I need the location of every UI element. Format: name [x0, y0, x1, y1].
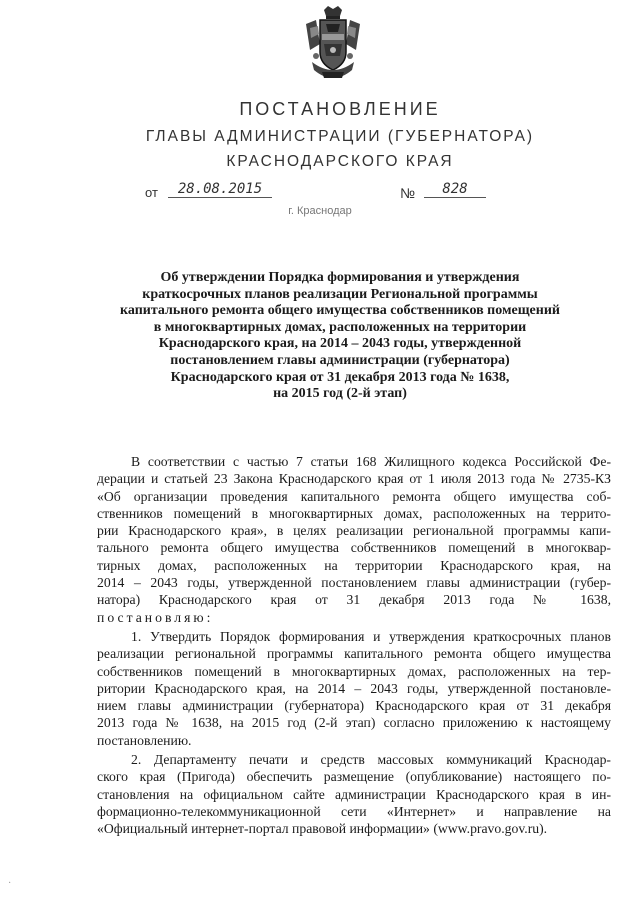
body-line: 2014 – 2043 годы, утвержденной постановлением главы администрации (губер-	[97, 575, 611, 591]
body-line: дерации и статьей 23 Закона Краснодарского края от 1 июля 2013 года № 2735-КЗ	[97, 471, 611, 487]
title-line: капитального ремонта общего имущества собственников помещений	[120, 303, 560, 319]
title-line: постановлением главы администрации (губернатора)	[170, 352, 510, 368]
body-line: «Об организации проведения капитального ремонта общего имущества соб-	[97, 488, 611, 504]
body-line: тирных домах, расположенных на территории Краснодарского края, на	[97, 557, 611, 573]
body-line: нием главы администрации (губернатора) Краснодарского края от 31 декабря	[97, 698, 611, 714]
issuing-authority-heading: ГЛАВЫ АДМИНИСТРАЦИИ (ГУБЕРНАТОРА)	[145, 128, 535, 145]
number-value: 828	[424, 181, 486, 198]
title-line: в многоквартирных домах, расположенных на территории	[153, 319, 527, 335]
body-line: постановлению.	[97, 732, 192, 748]
body-line: В соответствии с частью 7 статьи 168 Жилищного кодекса Российской Фе-	[131, 454, 611, 469]
title-line: Краснодарского края, на 2014 – 2043 годы, утвержденной	[158, 336, 522, 352]
date-value: 28.08.2015	[168, 181, 272, 198]
body-line: тального ремонта общего имущества собственников помещений в многоквар-	[97, 540, 611, 556]
clause-2-paragraph	[97, 751, 611, 837]
title-line: Краснодарского края от 31 декабря 2013 года № 1638,	[170, 369, 510, 385]
body-line: реализации региональной программы капитального ремонта общего имущества	[97, 646, 611, 662]
body-line: формационно-телекоммуникационной сети «Интернет» и направление на	[97, 803, 611, 819]
document-type-heading: ПОСТАНОВЛЕНИЕ	[239, 99, 441, 119]
title-line: на 2015 год (2-й этап)	[273, 386, 407, 402]
city-label: г. Краснодар	[288, 205, 352, 217]
title-line: Об утверждении Порядка формирования и утверждения	[160, 270, 520, 285]
body-line: «Официальный интернет-портал правовой информации» (www.pravo.gov.ru).	[97, 821, 548, 837]
preamble-paragraph	[97, 453, 611, 626]
date-number-line	[0, 183, 640, 207]
body-line: ского края (Пригода) обеспечить размещение (опубликование) настоящего по-	[97, 769, 611, 785]
document-title	[100, 270, 580, 403]
region-heading: КРАСНОДАРСКОГО КРАЯ	[226, 153, 454, 170]
date-label: от	[145, 185, 158, 200]
coat-of-arms-emblem	[302, 4, 364, 88]
margin-mark: ·	[8, 878, 12, 889]
body-line: натора) Краснодарского края от 31 декабря 2013 года № 1638,	[97, 592, 611, 608]
body-line: рии Краснодарского края», в целях реализации региональной программы капи-	[97, 523, 611, 539]
body-line: 1. Утвердить Порядок формирования и утверждения краткосрочных планов	[131, 629, 611, 644]
body-line: становления на официальном сайте администрации Краснодарского края в ин-	[97, 786, 611, 802]
body-line: собственников помещений в многоквартирных домах, расположенных на тер-	[97, 663, 611, 679]
number-label: №	[400, 185, 416, 201]
title-line: краткосрочных планов реализации Региональной программы	[142, 286, 538, 302]
body-line: 2. Департаменту печати и средств массовых коммуникаций Краснодар-	[131, 752, 611, 767]
clause-1-paragraph	[97, 628, 611, 749]
body-line: 2013 года № 1638, на 2015 год (2-й этап) согласно приложению к настоящему	[97, 715, 611, 731]
body-line: ритории Краснодарского края, на 2014 – 2043 годы, утвержденной постановле-	[97, 680, 611, 696]
body-line: ственников помещений в многоквартирных домах, расположенных на террито-	[97, 505, 611, 521]
resolution-word: постановляю:	[97, 609, 214, 625]
